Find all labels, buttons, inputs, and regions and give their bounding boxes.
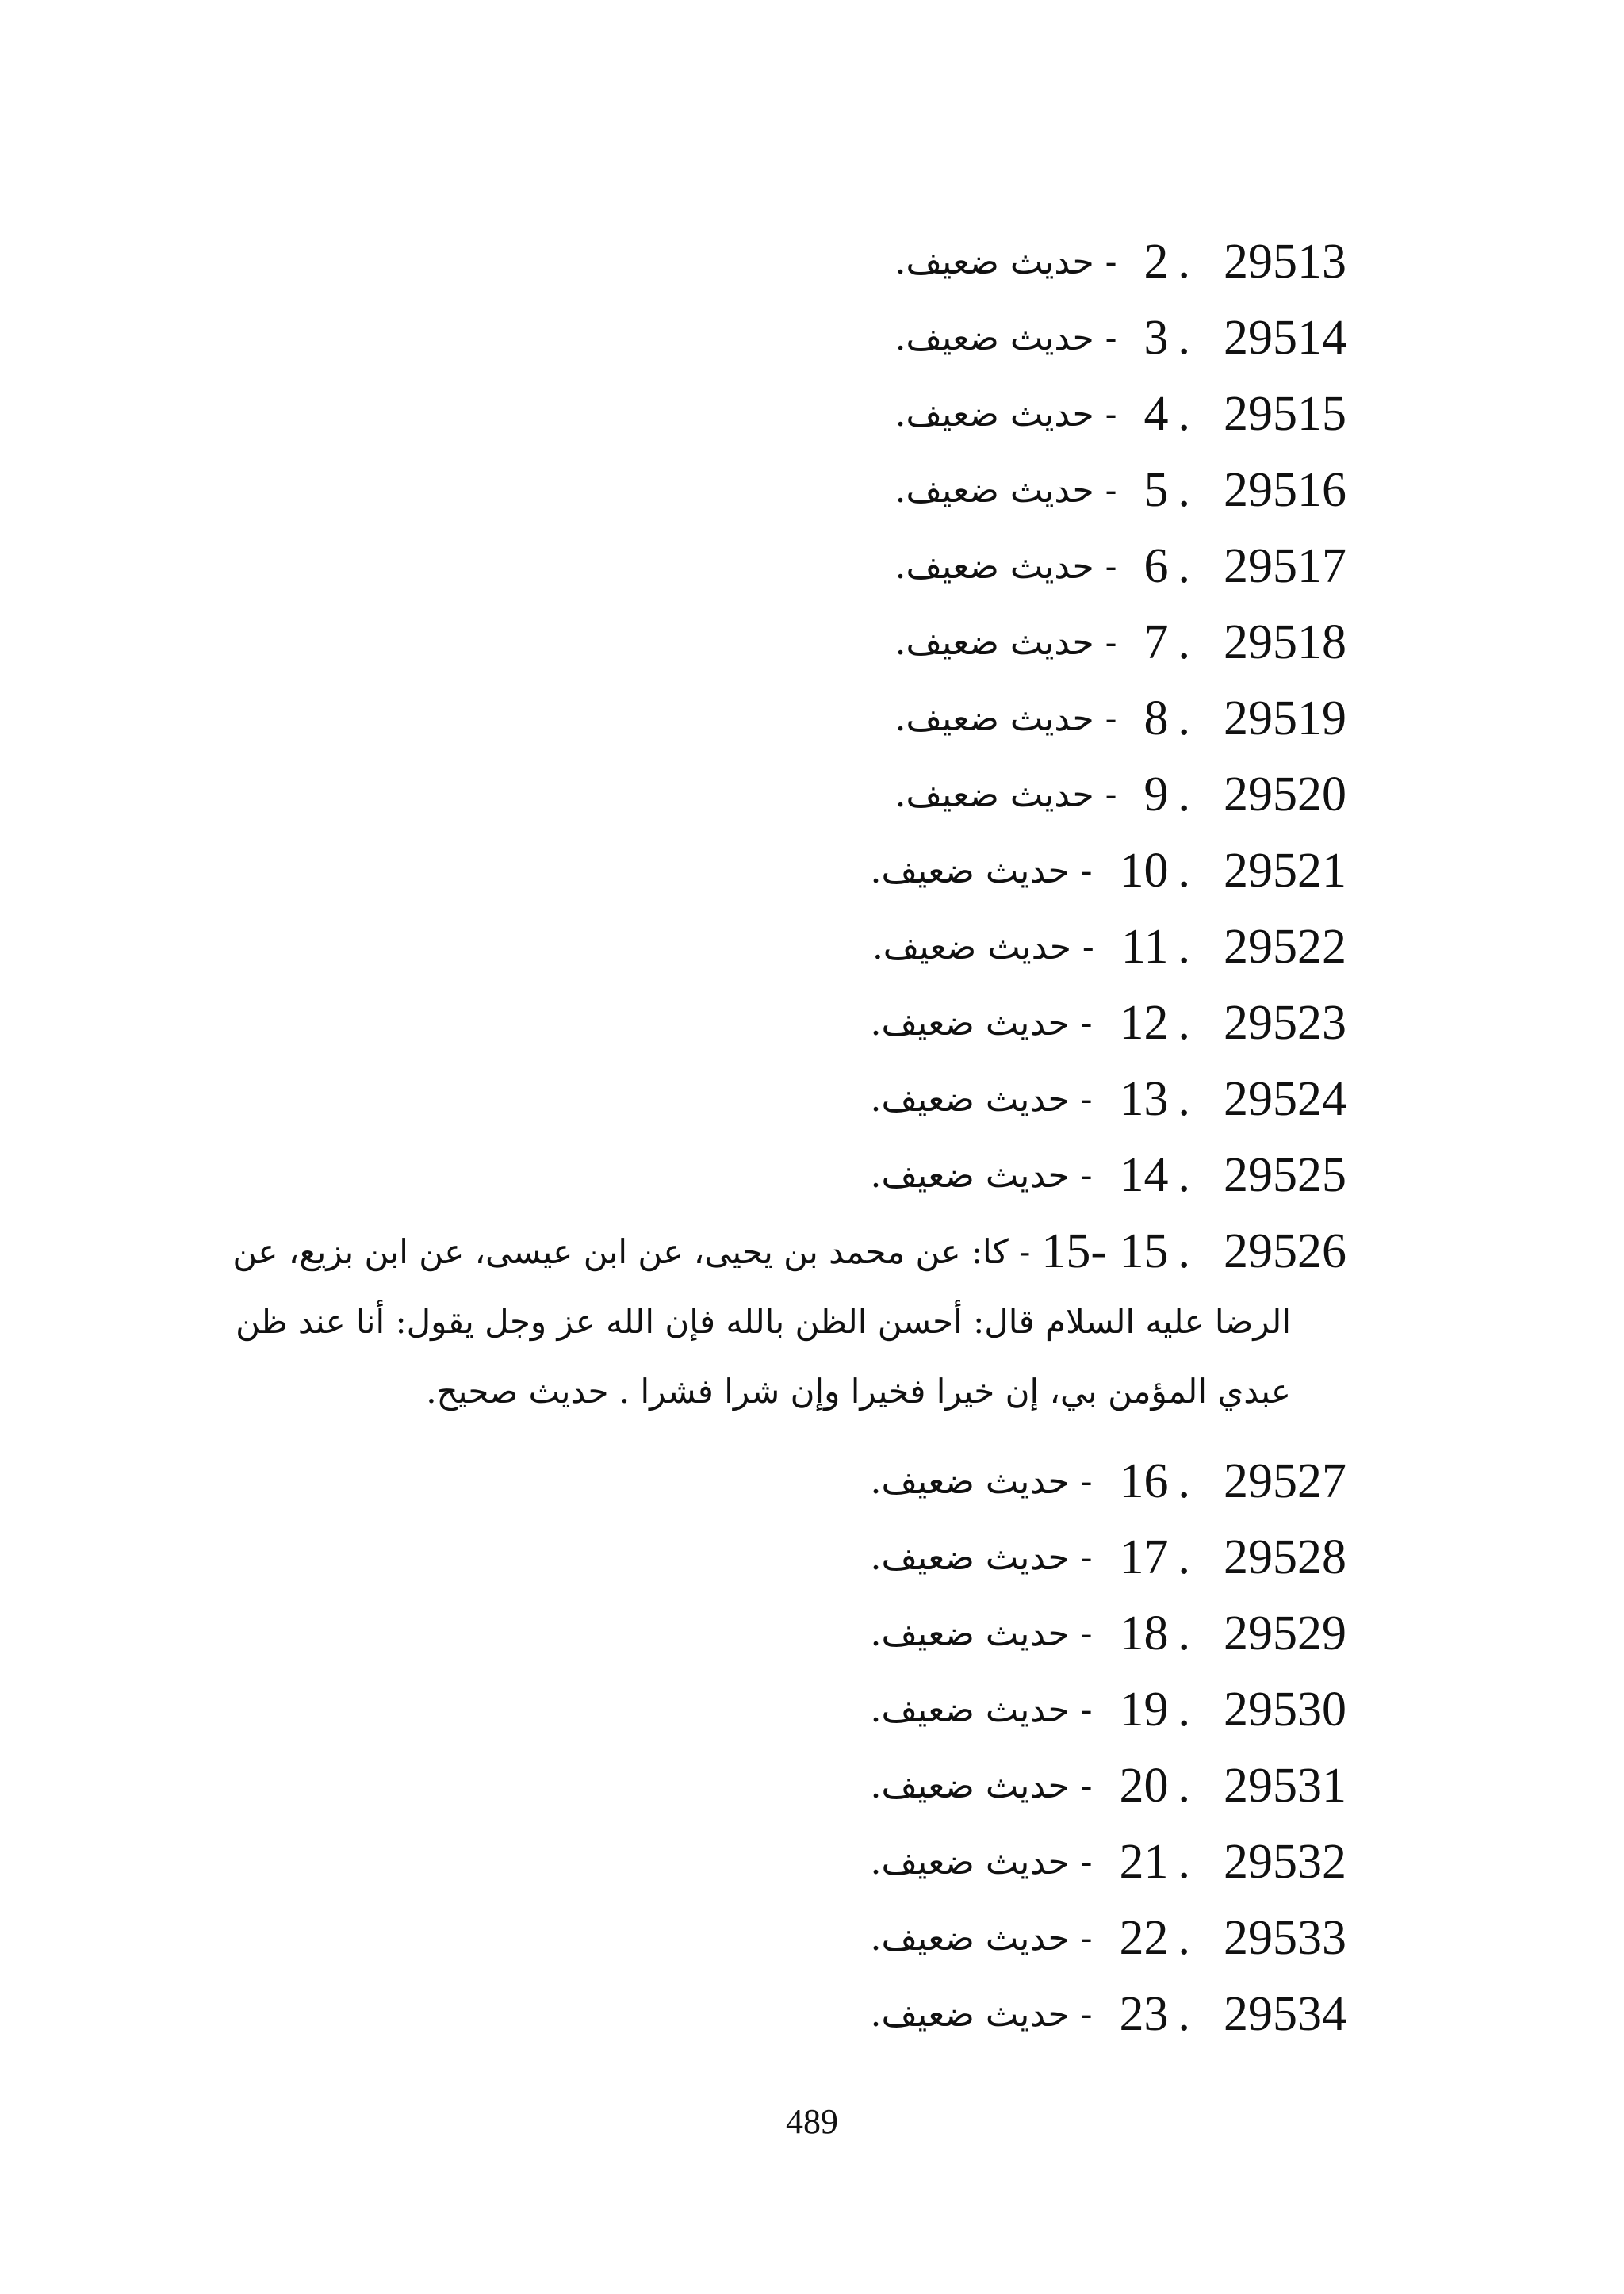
entry-number: 29527 bbox=[1224, 1453, 1346, 1508]
entry-text: - حديث ضعيف. bbox=[870, 1537, 1093, 1578]
list-item bbox=[0, 1519, 1624, 1595]
entry-text: - حديث ضعيف. bbox=[870, 1155, 1093, 1196]
entry-text: - حديث ضعيف. bbox=[870, 1765, 1093, 1806]
entry-continuation-line: الرضا عليه السلام قال: أحسن الظن بالله فإن الله عز وجل يقول: أنا عند ظن bbox=[236, 1302, 1291, 1341]
entry-number: 29521 bbox=[1224, 843, 1346, 898]
entry-number: 29534 bbox=[1224, 1986, 1346, 2041]
entry-number: 29530 bbox=[1224, 1682, 1346, 1737]
list-item bbox=[0, 376, 1624, 452]
entry-separator: . bbox=[1178, 1682, 1190, 1737]
entry-separator: . bbox=[1178, 386, 1190, 441]
entry-number: 29533 bbox=[1224, 1910, 1346, 1965]
list-item bbox=[0, 1137, 1624, 1213]
list-item bbox=[0, 756, 1624, 833]
entry-separator: . bbox=[1178, 234, 1190, 289]
list-item bbox=[0, 1061, 1624, 1137]
entry-text: - حديث ضعيف. bbox=[894, 469, 1117, 511]
list-item bbox=[0, 452, 1624, 528]
entry-number: 29515 bbox=[1224, 386, 1346, 441]
entry-text: - حديث ضعيف. bbox=[894, 241, 1117, 282]
entry-line bbox=[895, 756, 1346, 833]
entry-line bbox=[871, 1824, 1346, 1900]
entry-text: - حديث ضعيف. bbox=[870, 850, 1093, 891]
entry-line bbox=[895, 452, 1346, 528]
entry-number: 29531 bbox=[1224, 1758, 1346, 1813]
entry-line bbox=[895, 604, 1346, 680]
entry-separator: . bbox=[1178, 1834, 1190, 1889]
entry-line bbox=[871, 1061, 1346, 1137]
list-item bbox=[0, 1672, 1624, 1748]
entry-separator: . bbox=[1178, 310, 1190, 365]
entry-line bbox=[871, 1976, 1346, 2052]
entry-text: - حديث ضعيف. bbox=[894, 774, 1117, 815]
entry-number: 29519 bbox=[1224, 691, 1346, 745]
entry-separator: . bbox=[1178, 919, 1190, 974]
hadith-list bbox=[0, 224, 1624, 2052]
entry-number: 29525 bbox=[1224, 1147, 1346, 1202]
entry-sub-number: 13 bbox=[1119, 1071, 1169, 1126]
entry-line bbox=[232, 1213, 1346, 1289]
entry-sub-number: 14 bbox=[1119, 1147, 1169, 1202]
list-item bbox=[0, 1824, 1624, 1900]
entry-text: - حديث ضعيف. bbox=[870, 1689, 1093, 1730]
entry-text: - حديث ضعيف. bbox=[894, 546, 1117, 587]
entry-sub-number: 8 bbox=[1143, 691, 1169, 745]
entry-text: - حديث ضعيف. bbox=[894, 698, 1117, 739]
entry-sub-number: 5 bbox=[1143, 462, 1169, 517]
entry-text: - حديث ضعيف. bbox=[870, 1002, 1093, 1044]
list-item bbox=[0, 909, 1624, 985]
entry-sub-number: 7 bbox=[1143, 615, 1169, 669]
entry-number: 29526 bbox=[1224, 1224, 1346, 1278]
entry-line bbox=[871, 833, 1346, 909]
entry-number: 29532 bbox=[1224, 1834, 1346, 1889]
entry-text: - حديث ضعيف. bbox=[894, 393, 1117, 435]
entry-line bbox=[871, 1748, 1346, 1824]
list-item bbox=[0, 1976, 1624, 2052]
entry-number: 29528 bbox=[1224, 1530, 1346, 1584]
entry-line bbox=[871, 1595, 1346, 1672]
list-item bbox=[0, 1748, 1624, 1824]
page-number: 489 bbox=[786, 2102, 838, 2141]
entry-sub-number: 9 bbox=[1143, 767, 1169, 821]
entry-sub-number: 12 bbox=[1119, 995, 1169, 1050]
entry-separator: . bbox=[1178, 1071, 1190, 1126]
entry-separator: . bbox=[1178, 1606, 1190, 1660]
entry-line bbox=[871, 1900, 1346, 1976]
list-item bbox=[0, 300, 1624, 376]
entry-line bbox=[871, 1137, 1346, 1213]
entry-text: - كا: عن محمد بن يحيى، عن ابن عيسى، عن ابن بزيع، عن bbox=[232, 1231, 1031, 1271]
entry-line bbox=[872, 909, 1346, 985]
entry-separator: . bbox=[1178, 1530, 1190, 1584]
list-item bbox=[0, 680, 1624, 756]
entry-number: 29524 bbox=[1224, 1071, 1346, 1126]
list-item bbox=[0, 1900, 1624, 1976]
list-item bbox=[0, 1595, 1624, 1672]
entry-sub-number: 11 bbox=[1120, 919, 1169, 974]
entry-continuation-line: عبدي المؤمن بي، إن خيرا فخيرا وإن شرا فشرا . حديث صحيح. bbox=[426, 1372, 1291, 1411]
entry-sub-number: 16 bbox=[1119, 1453, 1169, 1508]
entry-sub-number: 19 bbox=[1119, 1682, 1169, 1737]
list-item bbox=[0, 833, 1624, 909]
entry-text: - حديث ضعيف. bbox=[870, 1078, 1093, 1120]
entry-separator: . bbox=[1178, 1453, 1190, 1508]
entry-number: 29518 bbox=[1224, 615, 1346, 669]
entry-line bbox=[871, 1672, 1346, 1748]
entry-sub-number: 23 bbox=[1119, 1986, 1169, 2041]
entry-sub-number: 10 bbox=[1119, 843, 1169, 898]
entry-separator: . bbox=[1178, 1986, 1190, 2041]
entry-separator: . bbox=[1178, 1147, 1190, 1202]
entry-number: 29523 bbox=[1224, 995, 1346, 1050]
entry-sub-number: 22 bbox=[1119, 1910, 1169, 1965]
entry-number: 29516 bbox=[1224, 462, 1346, 517]
entry-sub-number: 3 bbox=[1143, 310, 1169, 365]
entry-sub-number: 17 bbox=[1119, 1530, 1169, 1584]
entry-text: - حديث ضعيف. bbox=[870, 1613, 1093, 1654]
entry-sub-number: 6 bbox=[1143, 538, 1169, 593]
entry-sub-number: 18 bbox=[1119, 1606, 1169, 1660]
entry-line bbox=[895, 300, 1346, 376]
entry-number: 29517 bbox=[1224, 538, 1346, 593]
entry-number: 29513 bbox=[1224, 234, 1346, 289]
entry-line bbox=[871, 1443, 1346, 1519]
list-item bbox=[0, 224, 1624, 300]
entry-number: 29529 bbox=[1224, 1606, 1346, 1660]
entry-separator: . bbox=[1178, 615, 1190, 669]
entry-separator: . bbox=[1178, 1224, 1190, 1278]
entry-line bbox=[871, 1519, 1346, 1595]
entry-sub-number: 15- 15 bbox=[1041, 1224, 1169, 1278]
entry-separator: . bbox=[1178, 1910, 1190, 1965]
entry-text: - حديث ضعيف. bbox=[894, 622, 1117, 663]
entry-separator: . bbox=[1178, 538, 1190, 593]
entry-text: - حديث ضعيف. bbox=[870, 1993, 1093, 2035]
entry-text: - حديث ضعيف. bbox=[870, 1461, 1093, 1502]
entry-text: - حديث ضعيف. bbox=[871, 926, 1094, 967]
entry-line bbox=[895, 528, 1346, 604]
entry-separator: . bbox=[1178, 1758, 1190, 1813]
entry-sub-number: 4 bbox=[1143, 386, 1169, 441]
list-item-long bbox=[0, 1213, 1624, 1443]
entry-line bbox=[895, 376, 1346, 452]
list-item bbox=[0, 528, 1624, 604]
entry-text: - حديث ضعيف. bbox=[870, 1841, 1093, 1882]
entry-line bbox=[871, 985, 1346, 1061]
list-item bbox=[0, 985, 1624, 1061]
entry-sub-number: 2 bbox=[1143, 234, 1169, 289]
entry-separator: . bbox=[1178, 767, 1190, 821]
entry-separator: . bbox=[1178, 691, 1190, 745]
entry-separator: . bbox=[1178, 843, 1190, 898]
entry-sub-number: 20 bbox=[1119, 1758, 1169, 1813]
entry-number: 29522 bbox=[1224, 919, 1346, 974]
entry-number: 29520 bbox=[1224, 767, 1346, 821]
entry-separator: . bbox=[1178, 995, 1190, 1050]
entry-number: 29514 bbox=[1224, 310, 1346, 365]
entry-text: - حديث ضعيف. bbox=[870, 1917, 1093, 1959]
list-item bbox=[0, 1443, 1624, 1519]
entry-sub-number: 21 bbox=[1119, 1834, 1169, 1889]
entry-line bbox=[895, 224, 1346, 300]
entry-separator: . bbox=[1178, 462, 1190, 517]
entry-text: - حديث ضعيف. bbox=[894, 317, 1117, 358]
entry-line bbox=[895, 680, 1346, 756]
list-item bbox=[0, 604, 1624, 680]
